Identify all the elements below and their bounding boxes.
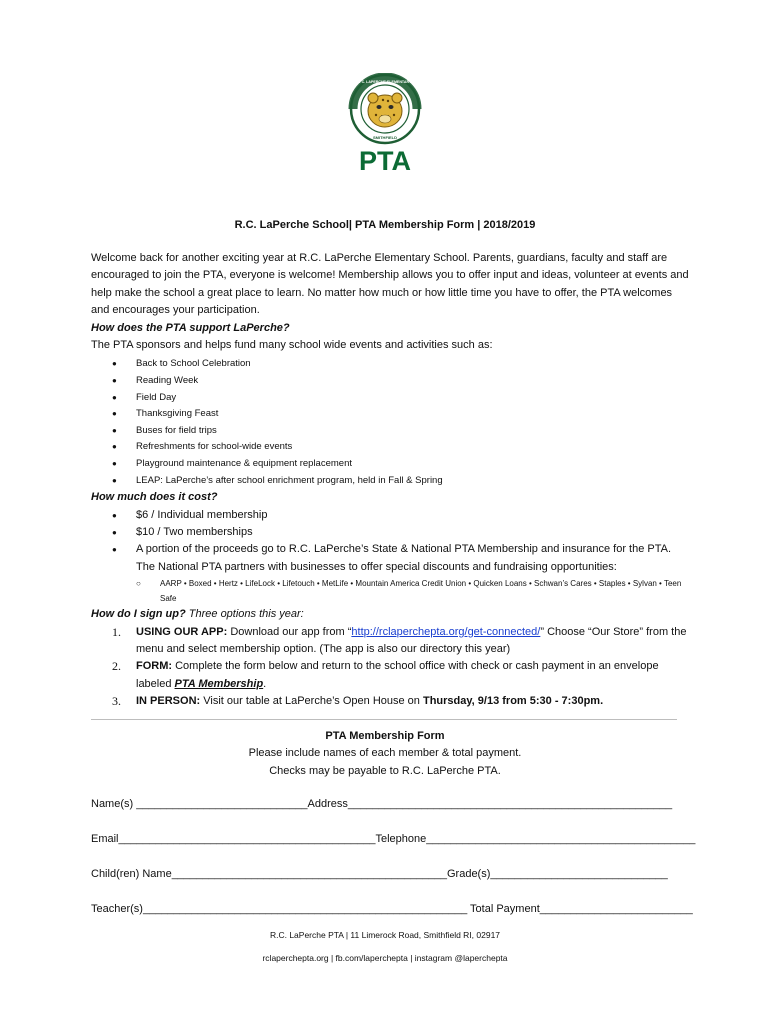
partners-list [91,576,691,606]
logo-ring-text: RAYMOND C. LAPERCHE ELEMENTARY SCHOOL [342,80,428,84]
page-title: R.C. LaPerche School| PTA Membership Form | 2018/2019 [234,219,536,231]
list-item: ● Reading Week [112,373,691,390]
jaguar-head-icon [368,93,402,127]
list-item: ● Playground maintenance & equipment replacement [112,456,691,473]
step-number: 1. [112,624,121,639]
list-item: ● Refreshments for school-wide events [112,439,691,456]
step-text: . [263,677,267,690]
signup-question-label: How do I sign up? [91,608,186,621]
name-address-field[interactable]: Name(s) ____________________________Address_____________________________________________________ [91,798,673,810]
step-text: Complete the form below and return to the school office with check or cash payment in an envelope labeled [136,660,659,690]
step-label: FORM: [136,660,173,673]
list-item: ● Thanksgiving Feast [112,406,691,423]
signup-step-in-person [112,693,691,710]
list-item: ● Buses for field trips [112,423,691,440]
section-divider [91,719,677,720]
footer-address: R.C. LaPerche PTA | 11 Limerock Road, Smithfield RI, 02917 [269,930,501,940]
logo-sub-text: SMITHFIELD [373,135,397,140]
pta-logo [339,73,431,173]
support-question: How does the PTA support LaPerche? [91,321,290,334]
step-number: 3. [112,694,121,709]
list-item: ● Back to School Celebration [112,356,691,373]
form-instruction: Please include names of each member & total payment. [248,747,522,760]
document-body [91,250,691,711]
step-emphasis: PTA Membership [174,677,264,690]
signup-question [91,606,691,623]
list-item: ● Field Day [112,390,691,407]
cost-question: How much does it cost? [91,491,218,504]
teacher-payment-field[interactable]: Teacher(s)_____________________________________________________ Total Payment_________________________ [91,903,693,915]
get-connected-link[interactable]: http://rclaperchepta.org/get-connected/ [351,625,541,638]
step-label: USING OUR APP: [136,625,228,638]
form-instruction: Checks may be payable to R.C. LaPerche PTA. [269,764,501,777]
events-list [91,356,691,489]
step-label: IN PERSON: [136,695,201,708]
list-item: ● $6 / Individual membership [112,507,691,524]
step-text: Download our app from “ [227,625,352,638]
signup-steps [91,624,691,711]
step-number: 2. [112,659,121,674]
partners-item: ○ AARP • Boxed • Hertz • LifeLock • Lifetouch • MetLife • Mountain America Credit Union • Quicken Loans • Schwan’s Cares • Staples • Sylvan • Teen Safe [136,576,691,606]
form-title: PTA Membership Form [325,730,445,742]
email-telephone-field[interactable]: Email__________________________________________Telephone____________________________________________ [91,833,696,845]
cost-list [91,507,691,577]
signup-question-tail: Three options this year: [185,608,304,621]
proceeds-text: A portion of the proceeds go to R.C. LaPerche’s State & National PTA Membership and insurance for the PTA. The National PTA partners with businesses to offer special discounts and fundraising opportunities: [136,543,672,573]
form-header [0,728,770,780]
step-text: Visit our table at LaPerche’s Open House on [200,695,423,708]
list-item: ● $10 / Two memberships [112,524,691,541]
footer-links: rclaperchepta.org | fb.com/laperchepta | instagram @laperchepta [262,953,508,963]
step-emphasis: Thursday, 9/13 from 5:30 - 7:30pm. [422,695,604,708]
signup-step-app [112,624,691,659]
child-grade-field[interactable]: Child(ren) Name_____________________________________________Grade(s)_____________________________ [91,868,668,880]
intro-paragraph: Welcome back for another exciting year at R.C. LaPerche Elementary School. Parents, guardians, faculty and staff are encouraged to join the PTA, everyone is welcome! Membership allows you to offer input and ideas, volunteer at events and help make the school a great place to learn. No matter how much or how little time you have to offer, the PTA welcomes and encourages your participation. [91,252,689,317]
list-item: ● LEAP: LaPerche’s after school enrichment program, held in Fall & Spring [112,473,691,490]
step-text: ” Choose “Our Store” from the menu and select membership option. (The app is also our directory this year) [136,625,687,656]
logo-pta-wordmark: PTA [359,146,411,173]
signup-step-form [112,658,691,693]
list-item [112,541,691,576]
support-lead: The PTA sponsors and helps fund many school wide events and activities such as: [91,339,493,352]
